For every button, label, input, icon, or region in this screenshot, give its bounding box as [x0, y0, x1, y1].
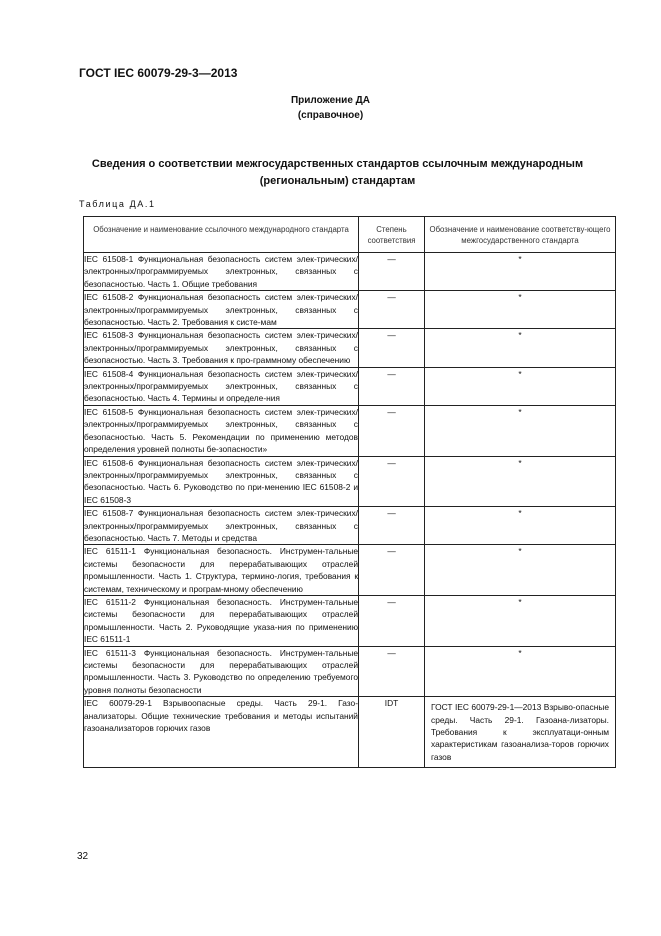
table-row	[84, 405, 616, 456]
table-row	[84, 329, 616, 367]
degree-cell: —	[359, 367, 425, 405]
interstate-standard-cell: *	[425, 595, 616, 646]
header-reference-standard: Обозначение и наименование ссылочного международного стандарта	[84, 217, 359, 253]
document-title-line-1: Сведения о соответствии межгосударственных стандартов ссылочным международным	[91, 158, 584, 170]
reference-standard-cell: IEC 61508-4 Функциональная безопасность систем элек-трических/электронных/программируемых электронных, связанных с безопасностью. Часть 4. Термины и определе-ния	[84, 368, 358, 404]
annex-note: (справочное)	[297, 110, 364, 121]
interstate-standard-cell: *	[425, 329, 616, 367]
degree-cell: —	[359, 291, 425, 329]
interstate-standard-cell: ГОСТ IEC 60079-29-1—2013 Взрыво-опасные среды. Часть 29-1. Газоана-лизаторы. Требования к эксплуатаци-онным характеристикам газоанализа-торов горючих газов	[425, 697, 616, 768]
document-header: ГОСТ IEC 60079-29-3—2013	[79, 66, 238, 80]
reference-standard-cell: IEC 61511-2 Функциональная безопасность. Инструмен-тальные системы безопасности для перерабатывающих отраслей промышленности. Часть 2. Руководящие указа-ния по применению IEC 61511-1	[84, 596, 358, 645]
reference-standard-cell: IEC 61508-6 Функциональная безопасность систем элек-трических/электронных/программируемых электронных, связанных с безопасностью. Часть 6. Руководство по при-менению IEC 61508-2 и IEC 61508-3	[84, 457, 358, 505]
degree-cell: —	[359, 456, 425, 507]
degree-cell: —	[359, 405, 425, 456]
degree-cell: IDT	[359, 697, 425, 768]
degree-cell: —	[359, 253, 425, 291]
degree-cell: —	[359, 646, 425, 697]
reference-standard-cell: IEC 61511-3 Функциональная безопасность. Инструмен-тальные системы безопасности для перерабатывающих отраслей промышленности. Часть 3. Руководство по определению требуемого уровня полноты безопасности	[84, 647, 358, 695]
table-header-row	[84, 217, 616, 253]
reference-standard-cell: IEC 61511-1 Функциональная безопасность. Инструмен-тальные системы безопасности для перерабатывающих отраслей промышленности. Часть 1. Структура, термино-логия, требования к системам, техническому и програм-мному обеспечению	[84, 546, 358, 594]
table-row	[84, 253, 616, 291]
table-row	[84, 545, 616, 596]
interstate-standard-cell: *	[425, 367, 616, 405]
interstate-standard-cell: *	[425, 291, 616, 329]
interstate-standard-cell: *	[425, 545, 616, 596]
interstate-standard-cell: *	[425, 253, 616, 291]
table-caption: Таблица ДА.1	[79, 199, 156, 209]
header-interstate-standard: Обозначение и наименование соответству-ющего межгосударственного стандарта	[425, 217, 616, 253]
table-row	[84, 507, 616, 545]
correspondence-table	[83, 216, 616, 768]
document-title	[70, 156, 605, 190]
table-row	[84, 367, 616, 405]
reference-standard-cell: IEC 61508-1 Функциональная безопасность систем элек-трических/электронных/программируемых электронных, связанных с безопасностью. Часть 1. Общие требования	[84, 254, 358, 289]
reference-standard-cell: IEC 61508-7 Функциональная безопасность систем элек-трических/электронных/программируемых электронных, связанных с безопасностью. Часть 7. Методы и средства	[84, 508, 358, 543]
header-degree: Степень соответствия	[359, 217, 425, 253]
table-row	[84, 456, 616, 507]
table-row	[84, 291, 616, 329]
page-number: 32	[77, 851, 89, 862]
document-title-line-2: (региональным) стандартам	[259, 175, 416, 187]
degree-cell: —	[359, 545, 425, 596]
reference-standard-cell: IEC 61508-3 Функциональная безопасность систем элек-трических/электронных/программируемых электронных, связанных с безопасностью. Часть 3. Требования к про-граммному обеспечению	[84, 330, 358, 366]
reference-standard-cell: IEC 60079-29-1 Взрывоопасные среды. Часть 29-1. Газо-анализаторы. Общие технические требования и методы испытаний газоанализаторов горючих газов	[84, 697, 359, 768]
interstate-standard-cell: *	[425, 456, 616, 507]
interstate-standard-cell: *	[425, 646, 616, 697]
degree-cell: —	[359, 329, 425, 367]
degree-cell: —	[359, 595, 425, 646]
annex-title: Приложение ДА	[290, 95, 371, 106]
degree-cell: —	[359, 507, 425, 545]
reference-standard-cell: IEC 61508-5 Функциональная безопасность систем элек-трических/электронных/программируемых электронных, связанных с безопасностью. Часть 5. Рекомендации по применению методов определения уровней полноты бе-зопасности»	[84, 406, 358, 455]
table-row	[84, 697, 616, 768]
table-row	[84, 646, 616, 697]
interstate-standard-cell: *	[425, 507, 616, 545]
reference-standard-cell: IEC 61508-2 Функциональная безопасность систем элек-трических/электронных/программируемых электронных, связанных с безопасностью. Часть 2. Требования к систе-мам	[84, 292, 358, 328]
interstate-standard-cell: *	[425, 405, 616, 456]
table-row	[84, 595, 616, 646]
